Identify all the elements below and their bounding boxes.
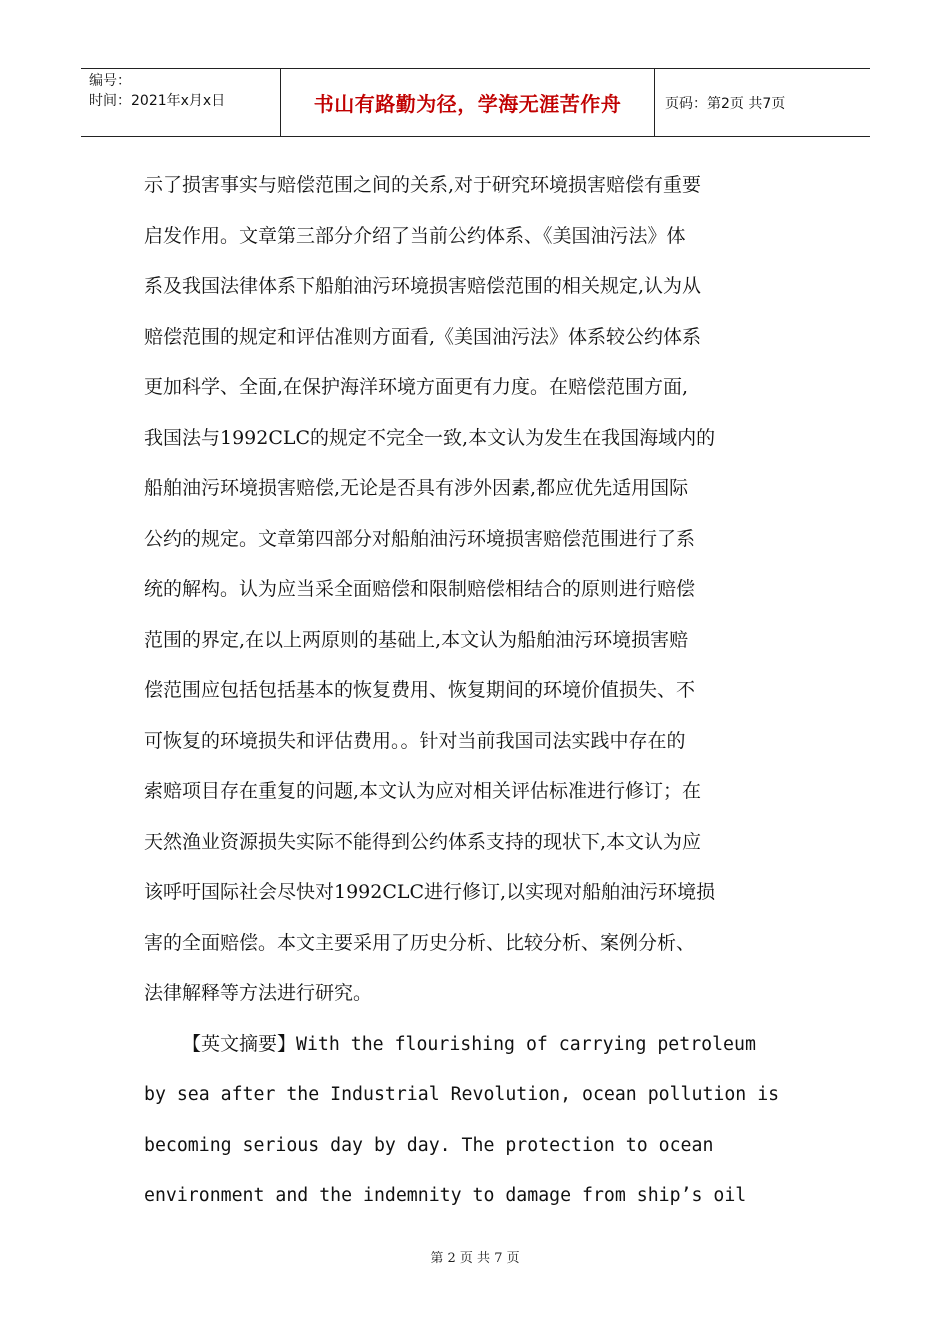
doc-number-label: 编号： — [89, 73, 131, 89]
text-line: 系及我国法律体系下船舶油污环境损害赔偿范围的相关规定,认为从 — [144, 275, 702, 297]
header-meta — [81, 69, 281, 136]
text-line: 船舶油污环境损害赔偿,无论是否具有涉外因素,都应优先适用国际 — [144, 477, 689, 499]
text-line: 启发作用。文章第三部分介绍了当前公约体系、《美国油污法》体 — [144, 224, 686, 247]
text-line: 害的全面赔偿。本文主要采用了历史分析、比较分析、案例分析、 — [144, 931, 696, 954]
text-line: 范围的界定,在以上两原则的基础上,本文认为船舶油污环境损害赔 — [144, 628, 689, 651]
header-motto: 书山有路勤为径，学海无涯苦作舟 — [281, 69, 655, 136]
text-line: 统的解构。认为应当采全面赔偿和限制赔偿相结合的原则进行赔偿 — [144, 578, 696, 600]
header-page-label: 页码：第2页 共7页 — [665, 95, 786, 112]
text-line: by sea after the Industrial Revolution, ocean pollution is — [144, 1084, 780, 1105]
text-line: 可恢复的环境损失和评估费用。。针对当前我国司法实践中存在的 — [144, 729, 686, 752]
doc-date-label: 时间：2021年x月x日 — [89, 93, 226, 109]
text-line: 更加科学、全面,在保护海洋环境方面更有力度。在赔偿范围方面, — [144, 376, 689, 398]
text-line — [144, 1019, 808, 1071]
text-line: environment and the indemnity to damage from ship’s oil — [144, 1185, 747, 1206]
text-line: 该呼吁国际社会尽快对1992CLC进行修订,以实现对船舶油污环境损 — [144, 881, 716, 903]
text-line: 天然渔业资源损失实际不能得到公约体系支持的现状下,本文认为应 — [144, 830, 702, 853]
document-body — [144, 160, 808, 1222]
page-header — [81, 68, 870, 137]
page-footer: 第 2 页 共 7 页 — [430, 1251, 520, 1266]
english-abstract-heading: 【英文摘要】 — [182, 1032, 297, 1055]
text-line: 公约的规定。文章第四部分对船舶油污环境损害赔偿范围进行了系 — [144, 527, 696, 550]
text-line: 偿范围应包括包括基本的恢复费用、恢复期间的环境价值损失、不 — [144, 679, 696, 701]
text-line: 赔偿范围的规定和评估准则方面看,《美国油污法》体系较公约体系 — [144, 325, 702, 348]
chinese-abstract-paragraph — [144, 160, 808, 1019]
text-line: becoming serious day by day. The protection to ocean — [144, 1134, 714, 1156]
text-line: 示了损害事实与赔偿范围之间的关系,对于研究环境损害赔偿有重要 — [144, 174, 702, 196]
english-abstract-paragraph — [144, 1019, 808, 1222]
text-line: 法律解释等方法进行研究。 — [144, 982, 373, 1004]
text-line: 索赔项目存在重复的问题,本文认为应对相关评估标准进行修订；在 — [144, 780, 702, 802]
english-text: With the flourishing of carrying petroleum — [296, 1033, 756, 1055]
text-line: 我国法与1992CLC的规定不完全一致,本文认为发生在我国海域内的 — [144, 426, 716, 449]
